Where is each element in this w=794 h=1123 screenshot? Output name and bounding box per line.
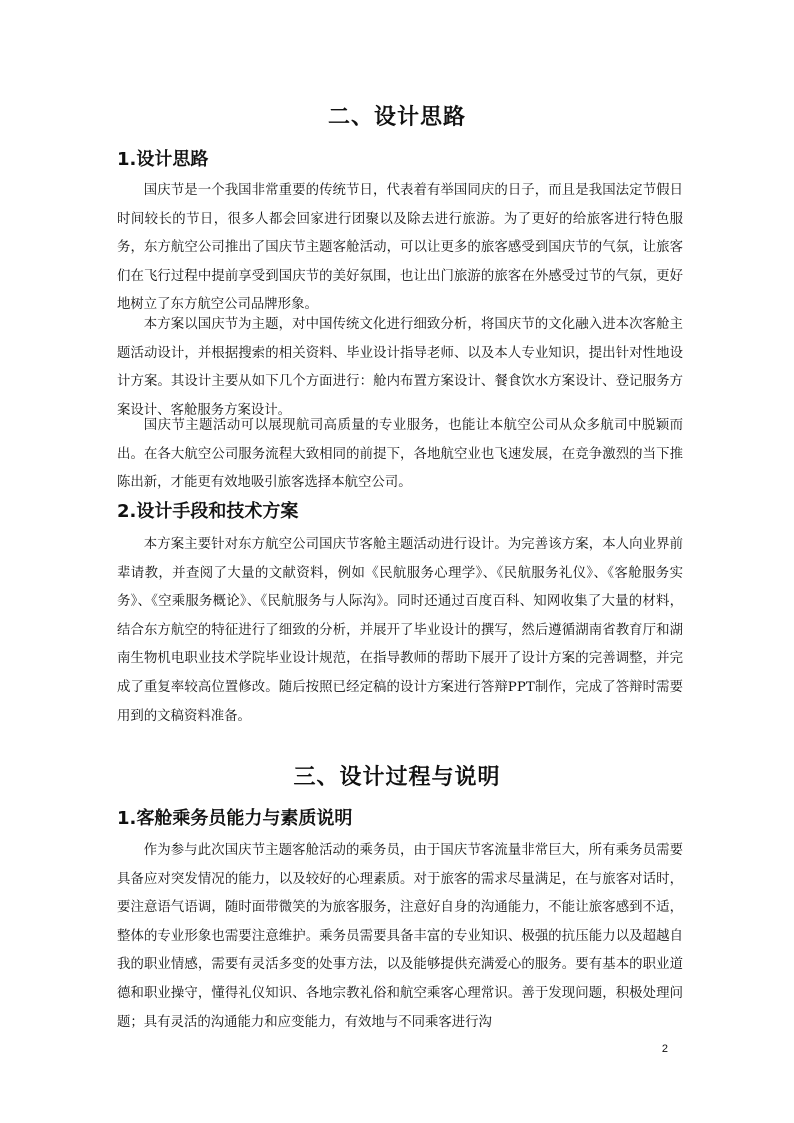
paragraph-2-2-1: 本方案主要针对东方航空公司国庆节客舱主题活动进行设计。为完善该方案，本人向业界前辈请教，并查阅了大量的文献资料，例如《民航服务心理学》、《民航服务礼仪》、《客舱服务实务》、《空乘服务概论》、《民航服务与人际沟》。同时还通过百度百科、知网收集了大量的材料，结合东方航空的特征进行了细致的分析，并展开了毕业设计的撰写，然后遵循湖南省教育厅和湖南生物机电职业技术学院毕业设计规范，在指导教师的帮助下展开了设计方案的完善调整，并完成了重复率较高位置修改。随后按照已经定稿的设计方案进行答辩PPT制作，完成了答辩时需要用到的文稿资料准备。 [117,537,683,724]
section-3-1-heading: 1.客舱乘务员能力与素质说明 [117,808,353,829]
page-number: 2 [661,1043,668,1055]
paragraph-2-1-3: 国庆节主题活动可以展现航司高质量的专业服务，也能让本航空公司从众多航司中脱颖而出。在各大航空公司服务流程大致相同的前提下，各地航空业也飞速发展，在竞争激烈的当下推陈出新，才能更有效地吸引旅客选择本航空公司。 [117,418,683,491]
paragraph-3-1-1: 作为参与此次国庆节主题客舱活动的乘务员，由于国庆节客流量非常巨大，所有乘务员需要具备应对突发情况的能力，以及较好的心理素质。对于旅客的需求尽量满足，在与旅客对话时，要注意语气语调，随时面带微笑的为旅客服务，注意好自身的沟通能力，不能让旅客感到不适，整体的专业形象也需要注意维护。乘务员需要具备丰富的专业知识、极强的抗压能力以及超越自我的职业情感，需要有灵活多变的处事方法，以及能够提供充满爱心的服务。要有基本的职业道德和职业操守，懂得礼仪知识、各地宗教礼俗和航空乘客心理常识。善于发现问题，积极处理问题；具有灵活的沟通能力和应变能力，有效地与不同乘客进行沟 [117,843,683,1030]
section-2-1-heading: 1.设计思路 [117,149,209,170]
paragraph-2-1-1: 国庆节是一个我国非常重要的传统节日，代表着有举国同庆的日子，而且是我国法定节假日时间较长的节日，很多人都会回家进行团聚以及除去进行旅游。为了更好的给旅客进行特色服务，东方航空公司推出了国庆节主题客舱活动，可以让更多的旅客感受到国庆节的气氛，让旅客们在飞行过程中提前享受到国庆节的美好氛围，也让出门旅游的旅客在外感受过节的气氛，更好地树立了东方航空公司品牌形象。 [117,183,683,313]
paragraph-2-1-2: 本方案以国庆节为主题，对中国传统文化进行细致分析，将国庆节的文化融入进本次客舱主题活动设计，并根据搜索的相关资料、毕业设计指导老师、以及本人专业知识，提出针对性地设计方案。其设计主要从如下几个方面进行：舱内布置方案设计、餐食饮水方案设计、登记服务方案设计、客舱服务方案设计。 [117,317,683,418]
section-2-2-heading: 2.设计手段和技术方案 [117,501,299,522]
chapter-3-title: 三、设计过程与说明 [293,765,501,790]
chapter-2-title: 二、设计思路 [327,105,466,130]
